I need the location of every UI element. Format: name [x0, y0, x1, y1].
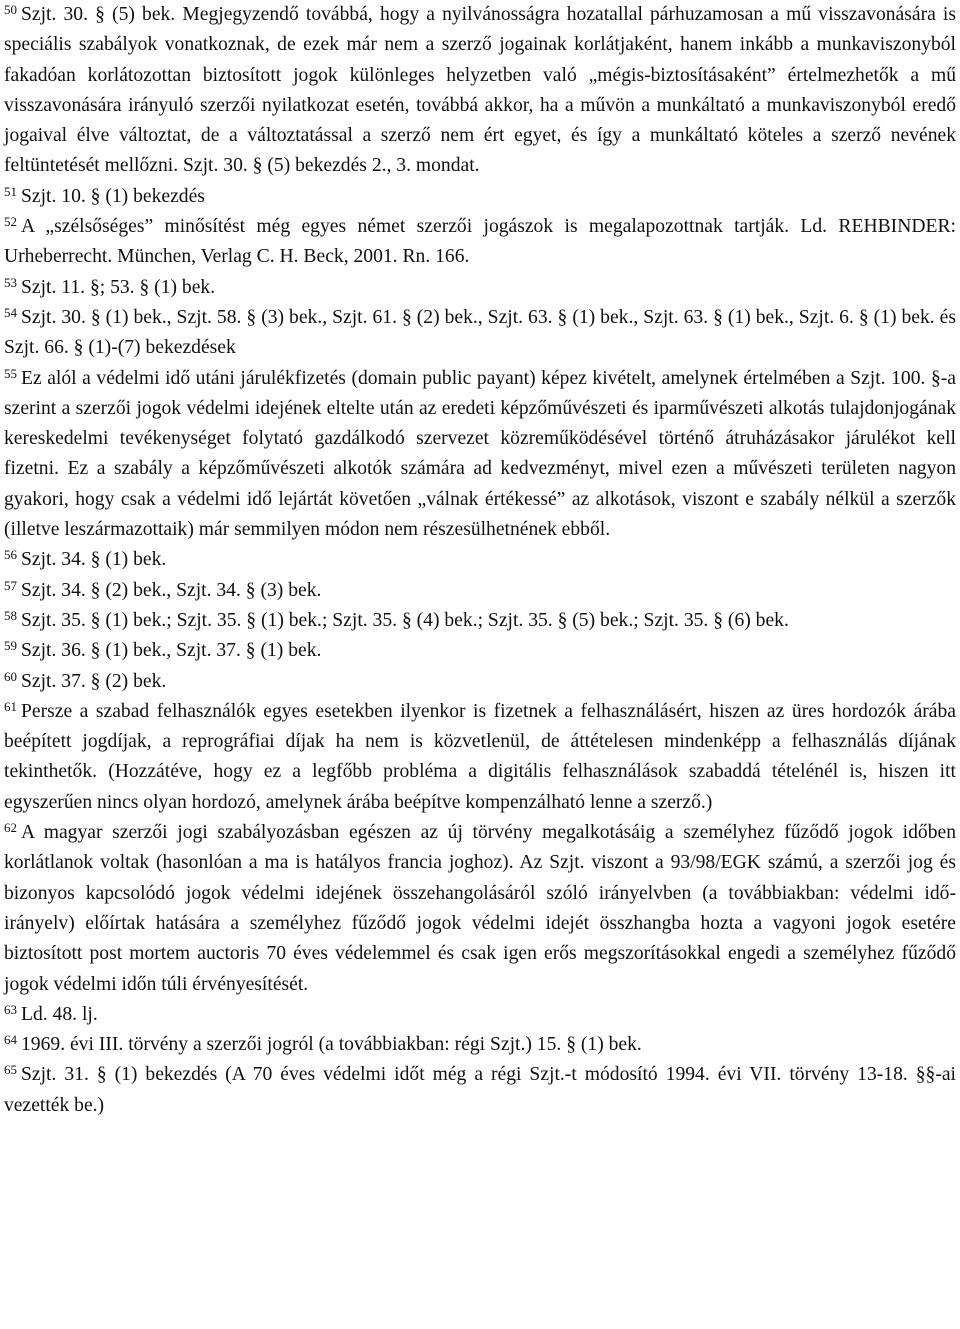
footnote-text: Szjt. 34. § (1) bek.: [21, 549, 167, 571]
footnote-text: Szjt. 11. §; 53. § (1) bek.: [21, 276, 216, 298]
footnote-text: A magyar szerzői jogi szabályozásban egészen az új törvény megalkotásáig a személyhez fűződő jogok időben korlátlanok voltak (hasonlóan a ma is hatályos francia joghoz). Az Szjt. viszont a 93/98/EGK számú, a szerzői jog és bizonyos kapcsolódó jogok védelmi idejének összehangolásáról szóló irányelvben (a továbbiakban: védelmi idő-irányelv) előírtak hatására a személyhez fűződő jogok védelmi idejét összhangba hozta a vagyoni jogok esetére biztosított post mortem auctoris 70 éves védelemmel és csak igen erős megszorításokkal engedi a személyhez fűződő jogok védelmi időn túli érvényesítését.: [4, 822, 956, 995]
footnote-text: Szjt. 31. § (1) bekezdés (A 70 éves védelmi időt még a régi Szjt.-t módosító 1994. évi VII. törvény 13-18. §§-ai vezették be.): [4, 1064, 956, 1116]
footnote-text: Szjt. 30. § (5) bek. Megjegyzendő továbbá, hogy a nyilvánosságra hozatallal párhuzamosan a mű visszavonására is speciális szabályok vonatkoznak, de ezek már nem a szerző jogainak korlátjaként, hanem inkább a munkaviszonyból fakadóan korlátozottan biztosított jogok különleges helyzetben való „mégis-biztosításaként” értelmezhetők a mű visszavonására irányuló szerzői nyilatkozat esetén, továbbá akkor, ha a művön a munkáltató a munkaviszonyból eredő jogaival élve változtat, de a változtatással a szerző nem ért egyet, és így a munkáltató köteles a szerző nevének feltüntetését mellőzni. Szjt. 30. § (5) bekezdés 2., 3. mondat.: [4, 4, 956, 177]
footnote-text: Szjt. 10. § (1) bekezdés: [21, 185, 205, 207]
footnote-number: 57: [4, 577, 17, 593]
footnote-number: 56: [4, 547, 17, 563]
footnote-number: 63: [4, 1001, 17, 1017]
footnote-number: 60: [4, 668, 17, 684]
footnote-62: [4, 818, 956, 1000]
footnote-50: [4, 0, 956, 182]
footnote-text: Persze a szabad felhasználók egyes esetekben ilyenkor is fizetnek a felhasználásért, hiszen az üres hordozók árába beépített jogdíjak, a reprográfiai díjak ha nem is közvetlenül, de áttételesen mindenképp a felhasználás díjának tekinthetők. (Hozzátéve, hogy ez a legfőbb probléma a digitális felhasználások szabaddá tételénél is, hiszen itt egyszerűen nincs olyan hordozó, amelynek árába beépítve kompenzálható lenne a szerző.): [4, 700, 956, 813]
footnote-53: [4, 273, 956, 303]
footnote-number: 62: [4, 820, 17, 836]
footnote-text: Ld. 48. lj.: [21, 1003, 98, 1025]
footnote-65: [4, 1060, 956, 1121]
footnote-51: [4, 182, 956, 212]
footnote-number: 61: [4, 698, 17, 714]
footnote-number: 53: [4, 274, 17, 290]
footnote-60: [4, 667, 956, 697]
footnote-number: 51: [4, 183, 17, 199]
footnote-text: Szjt. 34. § (2) bek., Szjt. 34. § (3) bek.: [21, 579, 322, 601]
footnote-63: [4, 1000, 956, 1030]
footnote-64: [4, 1030, 956, 1060]
footnote-number: 65: [4, 1062, 17, 1078]
footnote-56: [4, 545, 956, 575]
footnote-number: 50: [4, 2, 17, 17]
footnote-text: 1969. évi III. törvény a szerzői jogról (a továbbiakban: régi Szjt.) 15. § (1) bek.: [21, 1034, 642, 1056]
footnote-55: [4, 364, 956, 546]
footnote-text: Ez alól a védelmi idő utáni járulékfizetés (domain public payant) képez kivételt, amelynek értelmében a Szjt. 100. §-a szerint a szerzői jogok védelmi idejének eltelte után az eredeti képzőművészeti és iparművészeti alkotás tulajdonjogának kereskedelmi tevékenységet folytató gazdálkodó szervezet közreműködésével történő átruházásakor járulékot kell fizetni. Ez a szabály a képzőművészeti alkotók számára ad kedvezményt, mivel ezen a művészeti területen nagyon gyakori, hogy csak a védelmi idő lejártát követően „válnak értékessé” az alkotások, viszont e szabály nélkül a szerzők (illetve leszármazottaik) már semmilyen módon nem részesülhetnének ebből.: [4, 367, 956, 541]
footnote-59: [4, 636, 956, 666]
footnote-58: [4, 606, 956, 636]
footnote-text: Szjt. 37. § (2) bek.: [21, 670, 167, 692]
footnote-number: 54: [4, 304, 17, 320]
footnote-61: [4, 697, 956, 818]
footnote-text: Szjt. 36. § (1) bek., Szjt. 37. § (1) bek.: [21, 640, 322, 662]
footnote-52: [4, 212, 956, 273]
footnote-number: 59: [4, 638, 17, 654]
footnotes-page: [4, 0, 956, 1121]
footnote-text: Szjt. 30. § (1) bek., Szjt. 58. § (3) bek., Szjt. 61. § (2) bek., Szjt. 63. § (1) bek., Szjt. 63. § (1) bek., Szjt. 6. § (1) bek. és Szjt. 66. § (1)-(7) bekezdések: [4, 306, 956, 359]
footnote-number: 52: [4, 214, 17, 230]
footnote-57: [4, 576, 956, 606]
footnote-number: 64: [4, 1032, 17, 1048]
footnote-text: A „szélsőséges” minősítést még egyes német szerzői jogászok is megalapozottnak tartják. Ld. REHBINDER: Urheberrecht. München, Verlag C. H. Beck, 2001. Rn. 166.: [4, 216, 956, 268]
footnote-text: Szjt. 35. § (1) bek.; Szjt. 35. § (1) bek.; Szjt. 35. § (4) bek.; Szjt. 35. § (5) bek.; Szjt. 35. § (6) bek.: [21, 609, 789, 631]
footnote-number: 58: [4, 607, 17, 623]
footnote-number: 55: [4, 365, 17, 381]
footnote-54: [4, 303, 956, 364]
